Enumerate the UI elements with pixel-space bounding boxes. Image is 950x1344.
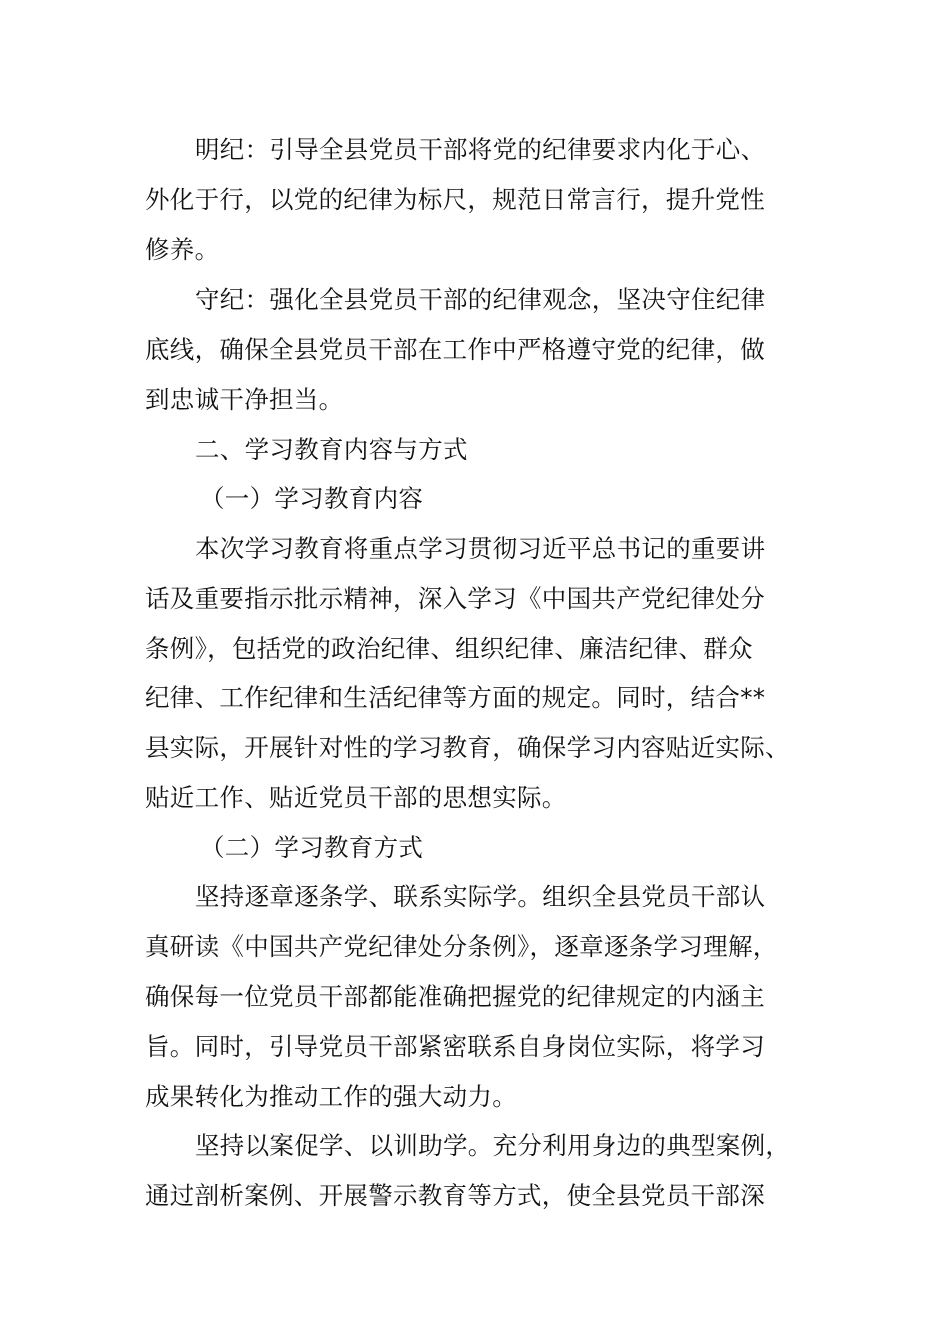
paragraph-content-line-3: 条例》，包括党的政治纪律、组织纪律、廉洁纪律、群众 xyxy=(145,634,753,663)
paragraph-method1-line-3: 确保每一位党员干部都能准确把握党的纪律规定的内涵主 xyxy=(145,982,765,1011)
paragraph-method2-line-1: 坚持以案促学、以训助学。充分利用身边的典型案例， xyxy=(195,1131,791,1160)
paragraph-content-line-5: 县实际，开展针对性的学习教育，确保学习内容贴近实际、 xyxy=(145,733,790,762)
subsection-heading-2: （二）学习教育方式 xyxy=(200,833,424,862)
paragraph-method1-line-1: 坚持逐章逐条学、联系实际学。组织全县党员干部认 xyxy=(195,882,766,911)
subsection-heading-1: （一）学习教育内容 xyxy=(200,484,424,513)
paragraph-shouji-line-1: 守纪：强化全县党员干部的纪律观念，坚决守住纪律 xyxy=(195,285,766,314)
paragraph-method1-line-2: 真研读《中国共产党纪律处分条例》，逐章逐条学习理解， xyxy=(145,932,778,961)
paragraph-method2-line-2: 通过剖析案例、开展警示教育等方式，使全县党员干部深 xyxy=(145,1181,765,1210)
paragraph-method1-line-4: 旨。同时，引导党员干部紧密联系自身岗位实际，将学习 xyxy=(145,1032,765,1061)
paragraph-mingji-line-3: 修养。 xyxy=(145,235,220,264)
paragraph-shouji-line-2: 底线，确保全县党员干部在工作中严格遵守党的纪律，做 xyxy=(145,335,765,364)
section-heading-2: 二、学习教育内容与方式 xyxy=(195,435,468,464)
paragraph-method1-line-5: 成果转化为推动工作的强大动力。 xyxy=(145,1082,517,1111)
paragraph-content-line-1: 本次学习教育将重点学习贯彻习近平总书记的重要讲 xyxy=(195,534,766,563)
paragraph-mingji-line-2: 外化于行，以党的纪律为标尺，规范日常言行，提升党性 xyxy=(145,185,765,214)
paragraph-mingji-line-1: 明纪：引导全县党员干部将党的纪律要求内化于心、 xyxy=(195,135,766,164)
paragraph-content-line-2: 话及重要指示批示精神，深入学习《中国共产党纪律处分 xyxy=(145,584,765,613)
paragraph-content-line-4: 纪律、工作纪律和生活纪律等方面的规定。同时，结合** xyxy=(145,683,766,712)
paragraph-content-line-6: 贴近工作、贴近党员干部的思想实际。 xyxy=(145,783,567,812)
paragraph-shouji-line-3: 到忠诚干净担当。 xyxy=(145,385,344,414)
